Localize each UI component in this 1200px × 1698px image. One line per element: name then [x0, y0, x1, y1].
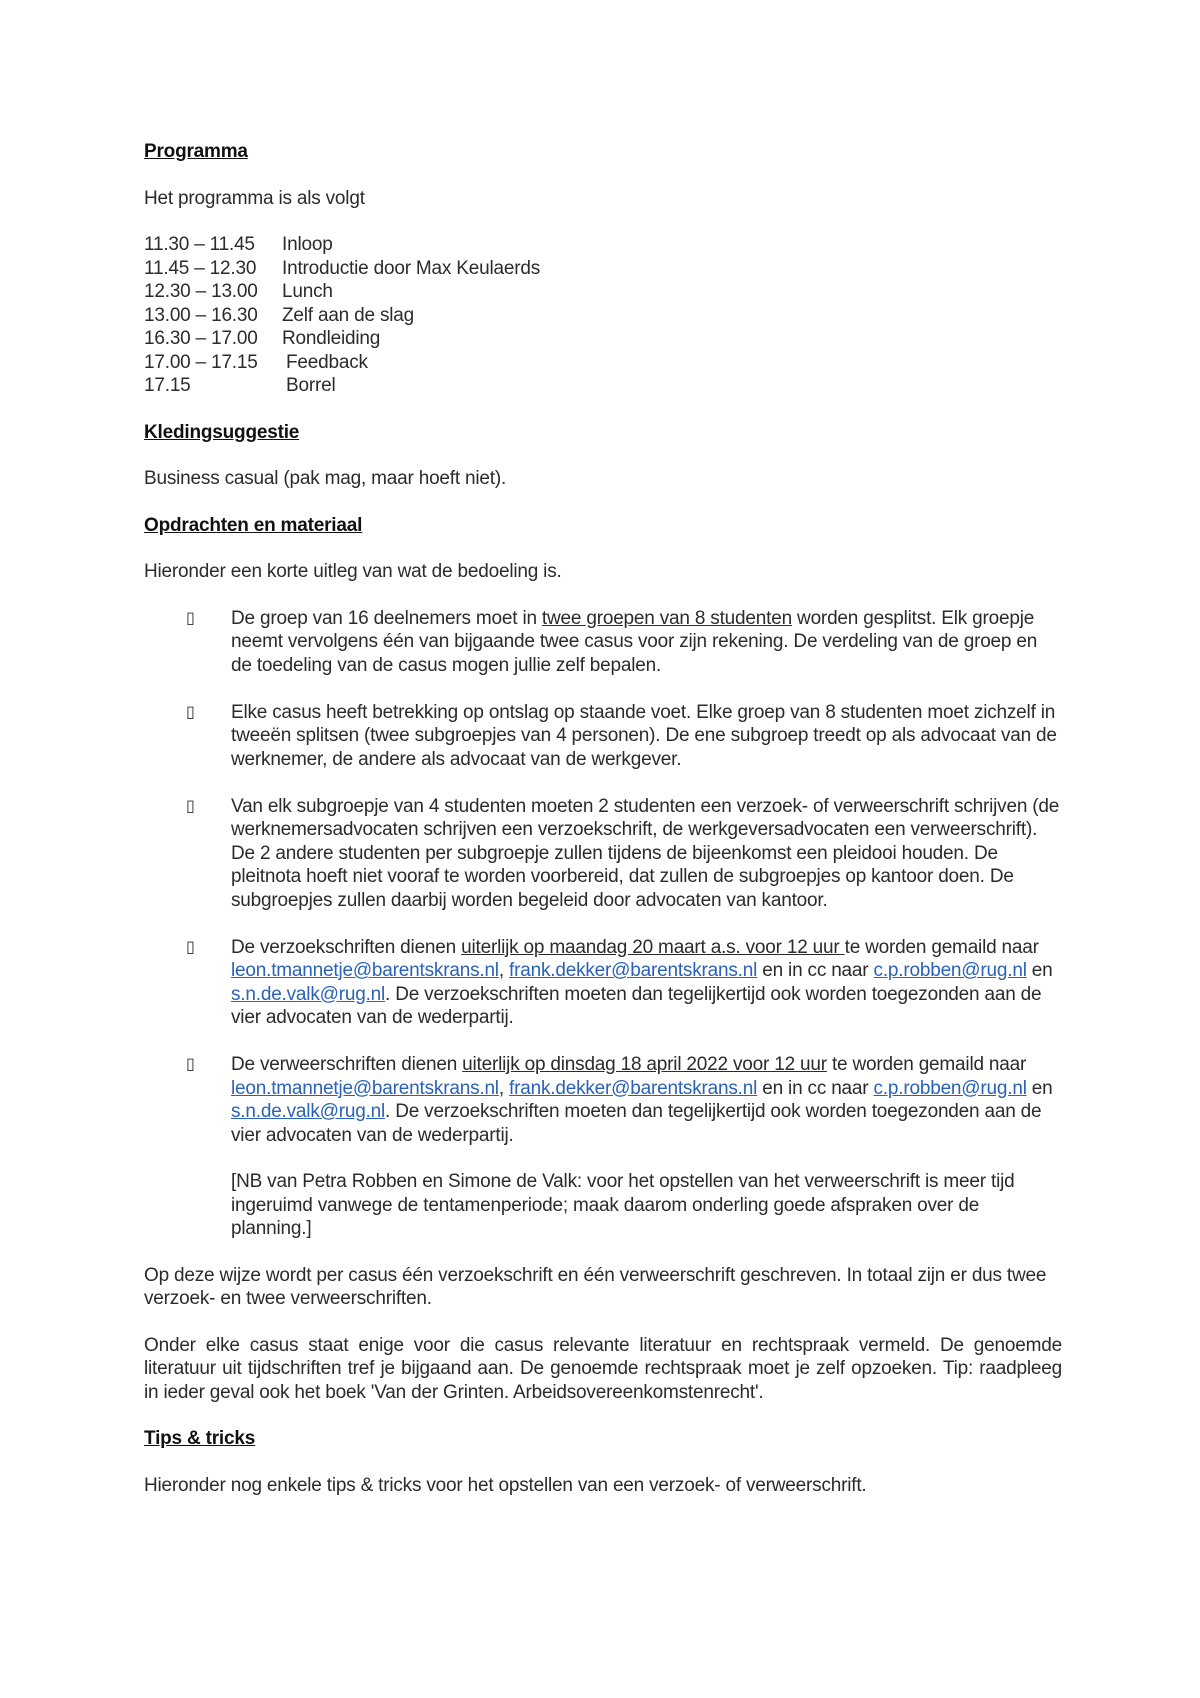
schedule-activity: Rondleiding [282, 328, 381, 349]
literature-text: Onder elke casus staat enige voor die casus relevante literatuur en rechtspraak vermeld. De genoemde literatuur uit tijdschriften tref je bijgaand aan. De genoemde rechtspraak moet je zelf opzoeken. Tip: raadpleeg in ieder geval ook het boek 'Van der Grinten. Arbeidsovereenkomstenrecht'. [144, 1334, 1062, 1403]
email-link-leon[interactable]: leon.tmannetje@barentskrans.nl [231, 960, 499, 981]
schedule-time: 17.00 – 17.15 [144, 351, 258, 373]
schedule-row [144, 233, 1062, 257]
heading-opdrachten: Opdrachten en materiaal [144, 514, 363, 536]
heading-kledingsuggestie: Kledingsuggestie [144, 421, 300, 443]
schedule-row [144, 327, 1062, 351]
item-text: te worden gemaild naar [826, 1054, 1027, 1075]
schedule-row [144, 351, 1062, 375]
schedule-time: 13.00 – 16.30 [144, 304, 258, 326]
email-link-valk[interactable]: s.n.de.valk@rug.nl [231, 983, 386, 1005]
schedule-time: 11.45 – 12.30 [144, 257, 257, 279]
heading-programma: Programma [144, 141, 248, 162]
email-link-frank[interactable]: frank.dekker@barentskrans.nl [509, 960, 758, 981]
schedule-row [144, 374, 1062, 398]
item-text: en in cc naar [757, 960, 874, 981]
item-text: . De verzoekschriften moeten dan tegelijkertijd ook worden toegezonden aan de vier advocaten van de wederpartij. [231, 1101, 1042, 1146]
assignment-list [144, 607, 1062, 1241]
bullet-icon: ▯ [186, 938, 195, 956]
item-text: , [498, 1077, 510, 1099]
item-text: Elke casus heeft betrekking op ontslag op staande voet. Elke groep van 8 studenten moet zichzelf in tweeën splitsen (twee subgroepjes van 4 personen). De ene subgroep treedt op als advocaat van de werknemer, de andere als advocaat van de werkgever. [231, 701, 1057, 770]
list-item [144, 701, 1062, 772]
schedule-row [144, 280, 1062, 304]
item-text: , [498, 960, 510, 981]
item-text: en [1026, 960, 1053, 981]
deadline-text: uiterlijk op maandag 20 maart a.s. voor 12 uur [461, 936, 845, 958]
schedule-row [144, 304, 1062, 328]
schedule-activity: Lunch [282, 281, 333, 302]
heading-tips: Tips & tricks [144, 1428, 256, 1449]
schedule-time: 16.30 – 17.00 [144, 328, 258, 349]
item-text: De groep van 16 deelnemers moet in [231, 607, 542, 629]
schedule-activity: Zelf aan de slag [282, 304, 414, 326]
schedule-time: 11.30 – 11.45 [144, 234, 255, 255]
item-text: en [1026, 1077, 1053, 1099]
opdrachten-intro: Hieronder een korte uitleg van wat de bedoeling is. [144, 561, 562, 582]
list-item [144, 1053, 1062, 1241]
note-text: [NB van Petra Robben en Simone de Valk: voor het opstellen van het verweerschrift is meer tijd ingeruimd vanwege de tentamenperiode; maak daarom onderling goede afspraken over de planning.] [231, 1171, 1015, 1239]
item-text: en in cc naar [757, 1077, 874, 1099]
email-link-robben[interactable]: c.p.robben@rug.nl [873, 960, 1027, 981]
list-item [144, 795, 1062, 913]
schedule-row [144, 257, 1062, 281]
list-item [144, 607, 1062, 678]
item-text: . De verzoekschriften moeten dan tegelijkertijd ook worden toegezonden aan de vier advocaten van de wederpartij. [231, 983, 1042, 1028]
programma-intro: Het programma is als volgt [144, 187, 365, 209]
item-text: worden gesplitst. Elk groepje neemt vervolgens één van bijgaande twee casus voor zijn rekening. De verdeling van de groep en de toedeling van de casus mogen jullie zelf bepalen. [231, 607, 1038, 676]
email-link-leon[interactable]: leon.tmannetje@barentskrans.nl [231, 1077, 499, 1099]
item-text: Van elk subgroepje van 4 studenten moeten 2 studenten een verzoek- of verweerschrift schrijven (de werknemersadvocaten schrijven een verzoekschrift, de werkgeversadvocaten een verweerschrift). De 2 andere studenten per subgroepje zullen tijdens de bijeenkomst een pleidooi houden. De pleitnota hoeft niet vooraf te worden voorbereid, dat zullen de subgroepjes op kantoor doen. De subgroepjes zullen daarbij worden begeleid door advocaten van kantoor. [231, 795, 1060, 911]
schedule-activity: Inloop [282, 234, 333, 255]
email-link-valk[interactable]: s.n.de.valk@rug.nl [231, 1101, 386, 1122]
bullet-icon: ▯ [186, 1056, 195, 1073]
item-emphasis: twee groepen van 8 studenten [541, 607, 792, 629]
email-link-frank[interactable]: frank.dekker@barentskrans.nl [509, 1077, 758, 1099]
document-content [144, 140, 1062, 1497]
bullet-icon: ▯ [186, 797, 195, 815]
schedule-activity: Introductie door Max Keulaerds [282, 257, 541, 279]
deadline-text: uiterlijk op dinsdag 18 april 2022 voor 12 uur [462, 1054, 827, 1075]
item-text: De verweerschriften dienen [231, 1054, 463, 1075]
schedule-time: 12.30 – 13.00 [144, 281, 258, 302]
schedule-activity: Feedback [286, 351, 368, 373]
item-text: te worden gemaild naar [844, 936, 1039, 958]
email-link-robben[interactable]: c.p.robben@rug.nl [873, 1077, 1027, 1099]
list-item [144, 936, 1062, 1030]
tips-text: Hieronder nog enkele tips & tricks voor het opstellen van een verzoek- of verweerschrift. [144, 1474, 867, 1496]
summary-text: Op deze wijze wordt per casus één verzoekschrift en één verweerschrift geschreven. In totaal zijn er dus twee verzoek- en twee verweerschriften. [144, 1264, 1047, 1309]
kleding-text: Business casual (pak mag, maar hoeft niet). [144, 468, 507, 489]
bullet-icon: ▯ [186, 609, 195, 627]
schedule-time: 17.15 [144, 375, 191, 396]
schedule-activity: Borrel [286, 375, 336, 396]
schedule [144, 233, 1062, 398]
item-text: De verzoekschriften dienen [231, 936, 462, 958]
bullet-icon: ▯ [186, 703, 195, 721]
